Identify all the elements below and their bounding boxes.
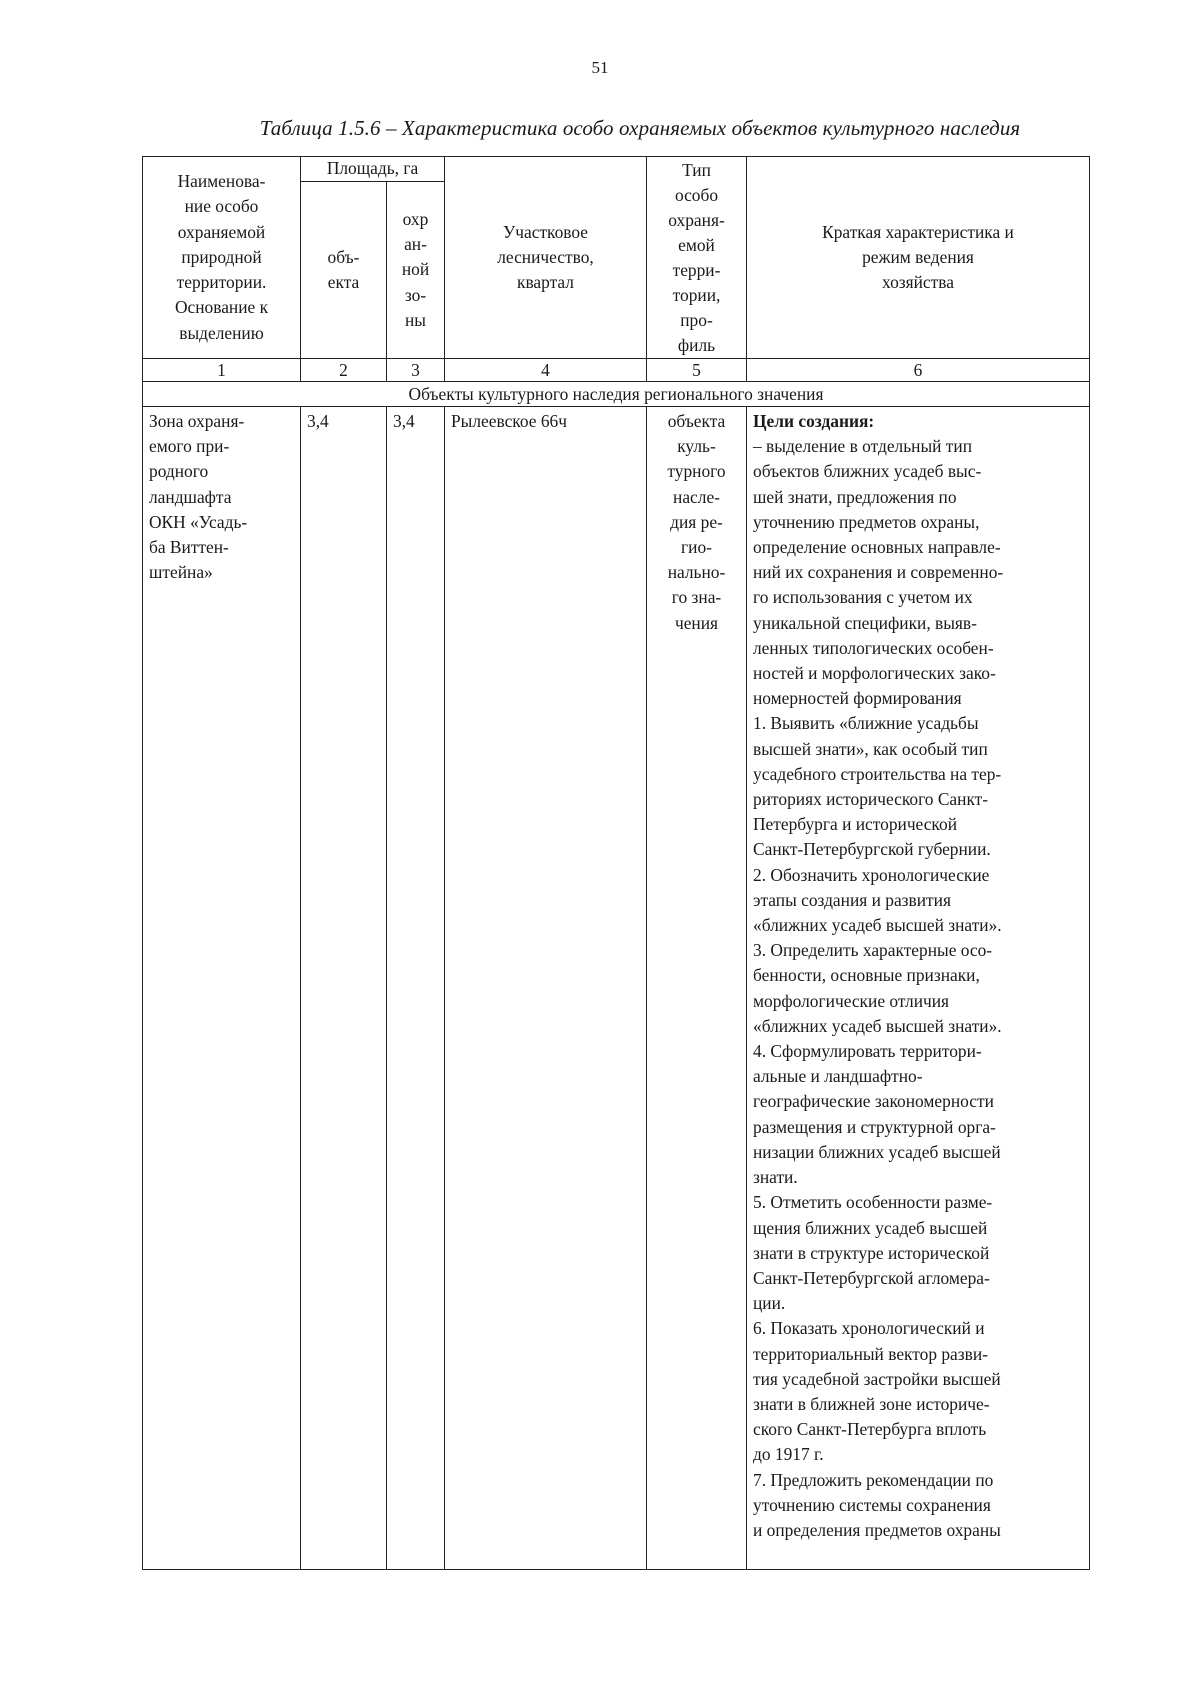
text-line: зо- bbox=[404, 284, 427, 305]
text-line: уточнению системы сохранения bbox=[753, 1494, 991, 1515]
header-col6 bbox=[747, 157, 1090, 359]
section-row bbox=[143, 382, 1090, 407]
heritage-table bbox=[142, 156, 1090, 1570]
table-row bbox=[143, 407, 1090, 1570]
text-line: щения ближних усадеб высшей bbox=[753, 1217, 988, 1238]
text-line: 2. Обозначить хронологические bbox=[753, 864, 990, 885]
text-line: «ближних усадеб высшей знати». bbox=[753, 1015, 1002, 1036]
text-line: ландшафта bbox=[149, 486, 232, 507]
table-caption: Таблица 1.5.6 – Характеристика особо охраняемых объектов культурного наследия bbox=[259, 116, 1021, 140]
text-line: бенности, основные признаки, bbox=[753, 965, 980, 986]
text-line: ностей и морфологических зако- bbox=[753, 663, 996, 684]
text-line: определение основных направле- bbox=[753, 537, 1001, 558]
text-line: 7. Предложить рекомендации по bbox=[753, 1469, 994, 1490]
text-line: 3. Определить характерные осо- bbox=[753, 940, 993, 961]
text-line: дия ре- bbox=[670, 511, 723, 532]
text-line: уточнению предметов охраны, bbox=[753, 511, 980, 532]
text-line: ны bbox=[405, 309, 426, 330]
text-line: территории. bbox=[176, 272, 267, 293]
text-line: хозяйства bbox=[882, 272, 954, 293]
header-col1 bbox=[143, 157, 301, 359]
text-line: альные и ландшафтно- bbox=[753, 1066, 923, 1087]
text-line: 1. Выявить «ближние усадьбы bbox=[753, 713, 979, 734]
text-line: размещения и структурной орга- bbox=[753, 1116, 996, 1137]
text-line: нально- bbox=[667, 562, 726, 583]
text-line: филь bbox=[677, 334, 716, 355]
text-line: ленных типологических особен- bbox=[753, 637, 994, 658]
text-line: 5. Отметить особенности разме- bbox=[753, 1192, 993, 1213]
text-line: ОКН «Усадь- bbox=[149, 511, 248, 532]
text-line: номерностей формирования bbox=[753, 688, 962, 709]
header-col5 bbox=[647, 157, 747, 359]
text-line: емого при- bbox=[149, 436, 230, 457]
text-line: знати в структуре исторической bbox=[753, 1242, 990, 1263]
text-line: ского Санкт-Петербурга вплоть bbox=[753, 1419, 987, 1440]
page-number: 51 bbox=[591, 58, 609, 77]
text-line: го использования с учетом их bbox=[753, 587, 973, 608]
text-line: тия усадебной застройки высшей bbox=[753, 1368, 1001, 1389]
text-line: гио- bbox=[681, 537, 712, 558]
goals-title: Цели создания: bbox=[753, 411, 875, 431]
text-line: Наименова- bbox=[177, 171, 266, 192]
text-line: низации ближних усадеб высшей bbox=[753, 1141, 1001, 1162]
text-line: «ближних усадеб высшей знати». bbox=[753, 915, 1002, 936]
text-line: Зона охраня- bbox=[149, 411, 245, 431]
text-line: – выделение в отдельный тип bbox=[753, 436, 973, 457]
column-number: 1 bbox=[143, 359, 301, 382]
text-line: лесничество, bbox=[497, 246, 594, 267]
text-line: ной bbox=[401, 259, 430, 280]
text-line: Краткая характеристика и bbox=[822, 221, 1014, 242]
text-line: этапы создания и развития bbox=[753, 889, 951, 910]
column-number: 5 bbox=[647, 359, 747, 382]
text-line: морфологические отличия bbox=[753, 990, 950, 1011]
text-line: насле- bbox=[673, 486, 720, 507]
territory-name-cell bbox=[143, 407, 301, 1570]
text-line: и определения предметов охраны bbox=[753, 1519, 1001, 1540]
text-line: родного bbox=[149, 461, 209, 482]
section-title: Объекты культурного наследия регионального значения bbox=[143, 382, 1090, 407]
text-line: ние особо bbox=[184, 196, 259, 217]
goals-text bbox=[753, 434, 1083, 1543]
header-col4 bbox=[445, 157, 647, 359]
text-line: риториях исторического Санкт- bbox=[753, 789, 989, 810]
text-line: высшей знати», как особый тип bbox=[753, 738, 988, 759]
text-line: режим ведения bbox=[862, 246, 974, 267]
text-line: Участковое bbox=[502, 221, 589, 242]
header-row-top bbox=[143, 157, 1090, 182]
text-line: екта bbox=[327, 272, 360, 292]
text-line: 6. Показать хронологический и bbox=[753, 1318, 985, 1339]
header-area-group: Площадь, га bbox=[301, 157, 445, 182]
text-line: ба Виттен- bbox=[149, 537, 229, 558]
text-line: тории, bbox=[672, 284, 721, 305]
text-line: квартал bbox=[517, 272, 574, 293]
text-line: до 1917 г. bbox=[753, 1444, 824, 1465]
text-line: усадебного строительства на тер- bbox=[753, 763, 1002, 784]
text-line: го зна- bbox=[671, 587, 722, 608]
text-line: уникальной специфики, выяв- bbox=[753, 612, 977, 633]
text-line: про- bbox=[680, 309, 713, 330]
header-col3 bbox=[387, 182, 445, 359]
text-line: знати. bbox=[753, 1167, 798, 1188]
header-col2 bbox=[301, 182, 387, 359]
column-number: 4 bbox=[445, 359, 647, 382]
area-zone-cell: 3,4 bbox=[387, 407, 445, 1570]
text-line: 4. Сформулировать территори- bbox=[753, 1041, 982, 1062]
text-line: природной bbox=[181, 246, 262, 267]
text-line: Тип bbox=[682, 159, 711, 180]
text-line: особо bbox=[674, 184, 719, 205]
text-line: штейна» bbox=[149, 562, 213, 583]
text-line: Санкт-Петербургской губернии. bbox=[753, 839, 991, 860]
text-line: географические закономерности bbox=[753, 1091, 994, 1112]
text-line: объ- bbox=[327, 246, 360, 267]
text-line: турного bbox=[667, 461, 726, 482]
text-line: ан- bbox=[404, 234, 427, 255]
text-line: емой bbox=[678, 234, 715, 255]
column-number-row bbox=[143, 359, 1090, 382]
territory-type-cell bbox=[647, 407, 747, 1570]
forestry-cell: Рылеевское 66ч bbox=[445, 407, 647, 1570]
text-line: объектов ближних усадеб выс- bbox=[753, 461, 982, 482]
text-line: Основание к bbox=[174, 297, 269, 318]
area-object-cell: 3,4 bbox=[301, 407, 387, 1570]
text-line: Петербурга и исторической bbox=[753, 814, 957, 835]
text-line: терри- bbox=[672, 259, 721, 280]
characteristics-cell bbox=[747, 407, 1090, 1570]
column-number: 3 bbox=[387, 359, 445, 382]
text-line: выделению bbox=[179, 322, 264, 343]
text-line: объекта bbox=[667, 411, 726, 431]
text-line: охр bbox=[402, 208, 429, 229]
text-line: шей знати, предложения по bbox=[753, 486, 957, 507]
text-line: охраня- bbox=[668, 209, 725, 230]
column-number: 2 bbox=[301, 359, 387, 382]
text-line: куль- bbox=[677, 436, 716, 457]
text-line: ции. bbox=[753, 1293, 786, 1314]
text-line: территориальный вектор разви- bbox=[753, 1343, 988, 1364]
text-line: знати в ближней зоне историче- bbox=[753, 1393, 990, 1414]
column-number: 6 bbox=[747, 359, 1090, 382]
text-line: ний их сохранения и современно- bbox=[753, 562, 1004, 583]
text-line: чения bbox=[674, 612, 719, 633]
text-line: охраняемой bbox=[177, 221, 266, 242]
text-line: Санкт-Петербургской агломера- bbox=[753, 1267, 990, 1288]
